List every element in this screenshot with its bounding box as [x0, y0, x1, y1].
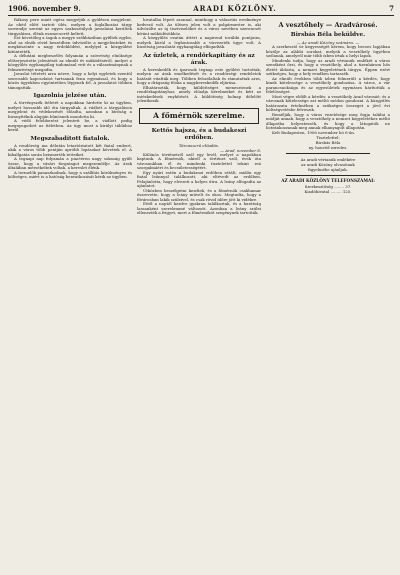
- paragraph: Az elmúlt években több ízben felmerült a kérdés, hogy kinek kötelessége a vesztőhely gondozása. A város, a vár parancsnoksága és az egyesületek egymásra hárították a felelősséget.: [266, 75, 390, 94]
- signature-greeting: Tisztelettel:: [316, 135, 340, 140]
- paragraph: Útközben beszélgetni kezdtek, és a főmérnök csakhamar észrevette, hogy a leány művelt és okos. Megtudta, hogy a fővárosban lakik szüleivel, és csak rövid időre jött ki vidékre.: [137, 187, 261, 202]
- paragraph: A kereskedők és iparosok tegnap este gyűlést tartottak, melyen az árak emelkedését és a rendőrségi rendeletek hatását vitatták meg. Többen felszólaltak és rámutattak arra, hogy a drágaság főoka a nagykereskedők eljárása.: [137, 66, 261, 85]
- feature-subheading: Kettős hajsza, és a budakeszi erdőben.: [151, 127, 247, 141]
- divider: [286, 175, 370, 176]
- header-title: ARADI KÖZLÖNY.: [193, 4, 277, 13]
- signature-title: ny. honvéd ezredes.: [308, 145, 348, 150]
- header-page-number: 7: [389, 4, 394, 13]
- article-subtitle: — Az aradi Közöny számára. —: [296, 40, 360, 45]
- telephone-line: Kiadóhivatal ......... 125.: [304, 188, 352, 194]
- column-1: [8, 18, 132, 574]
- paragraph: A termelők panaszkodnak, hogy a szállítás körülményes és költséges, miért is a hatóság beavatkozását kérik az ügyben.: [8, 169, 132, 179]
- article-heading: A vesztőhely — Aradvárosé.: [278, 21, 378, 29]
- paragraph: A szerkesztő úr kegyességét kérem, hogy becses lapjában közölje az alábbi sorokat, melyek a vesztőhely ügyében szólanak, amelyről már több ízben írtak a helyi lapok.: [266, 44, 390, 58]
- header-date: 1906. november 9.: [8, 4, 81, 13]
- paragraph: A délutáni megbeszélés folyamán a szövetség elnöksége előterjesztette jelentését az elmúlt év működéséről, melyet a közgyűlés egyhangúlag tudomásul vett és a választmánynak a felmentvényt megadta.: [8, 53, 132, 72]
- feature-subtitle: Tárcaszerű előadás.: [178, 142, 220, 148]
- paragraph: hivatalba lépett azonnal, minthogy a választás eredménye kedvező volt. Az ülésen jelen volt a polgármester is, aki üdvözölte az új tisztviselőket és a város nevében szerencsét kívánt működésükhöz.: [137, 18, 261, 36]
- paragraph: Most végre eldőlt a kérdés: a vesztőhely Arad városáé, és a városnak kötelessége azt méltó módon gondozni. A közgyűlés határozata értelmében a szükséges összeget a jövő évi költségvetésbe felveszik.: [266, 93, 390, 112]
- paragraph: Kelt Budapesten, 1906 november hó 6-án.: [272, 129, 355, 135]
- article-columns: [8, 18, 394, 574]
- article-subheading: Birsbás Béla beküldve.: [290, 32, 366, 38]
- article-heading: Az üzletek, a rendőrkapitány és az árak.: [143, 52, 255, 66]
- paragraph: Ezt követőleg a tagok a megye székházában gyűltek egybe, ahol az elnök rövid beszédben üdvözölte a megjelenteket és megköszönte a nagy érdeklődést, melylyel a közgyűlést kitüntették.: [8, 35, 132, 54]
- notice-line: az aradi Közöny olvasóinak: [301, 162, 355, 167]
- page-header: [8, 4, 394, 14]
- signature-name: Birsbás Béla: [315, 140, 341, 145]
- telephone-heading: AZ ARADI KÖZLÖNY TELEFONSZÁMAI:: [281, 178, 375, 183]
- column-3: [266, 18, 390, 574]
- feature-dateline: — Arad, november 8.: [220, 147, 261, 153]
- article-heading: Igazolnia jelzése után.: [33, 93, 107, 99]
- paragraph: Reméljük, hogy a város vezetősége meg fogja találni a módját annak, hogy a vesztőhely a nemzet kegyeletéhez méltó állapotba helyeztessék, és hogy a látogatók ne botránkozzanak meg annak elhanyagolt állapotán.: [266, 111, 390, 130]
- notice-line: figyelmébe ajánljuk.: [308, 167, 348, 172]
- feature-title: A főmérnök szerelme.: [153, 110, 245, 120]
- notice-line: Az aradi vértanúk emlékére: [300, 157, 356, 162]
- paragraph: Mindenki tudja, hogy az aradi vértanúk emlékét a város szentként őrzi, és hogy a vesztőhely, ahol a tizenhárom hős életét áldozta, a nemzet kegyeletének tárgya. Éppen ezért szükséges, hogy a hely rendben tartassék.: [266, 57, 390, 76]
- paragraph: A közgyűlés ezután áttért a napirend további pontjaira, melyek közül a legfontosabb a vízvezeték ügye volt. A bizottság javaslatát egyhangúlag elfogadták.: [137, 35, 261, 49]
- article-heading: Megszabadított fiatalok.: [30, 135, 110, 142]
- feature-title-box: [139, 108, 259, 124]
- divider: [286, 153, 370, 154]
- paragraph: Javaslat tétetett arra nézve, hogy a helyi egyletek ezentúl szorosabb kapcsolatot tartsanak fenn egymással, és hogy a közös ügyekben egyöntetűen lépjenek fel. A javaslatot többen támogatták.: [8, 71, 132, 90]
- paragraph: Különös történetről szól egy levél, melyet a napokban kaptunk. A főmérnök, akiről a történet szól, évek óta városunkban él és mindenki tisztelettel tekint reá szorgalmáért és becsületességéért.: [137, 151, 261, 170]
- telephone-line: Szerkesztőség ........ 37.: [304, 183, 352, 189]
- header-rule: [8, 15, 394, 16]
- paragraph: A tegnapi nap folyamán a piactéren nagy sokaság gyűlt össze, hogy a vásári forgatagot megszemlélje. Az árak általában mérsékeltek voltak, a kereslet élénk.: [8, 156, 132, 170]
- paragraph: Elhatározták, hogy küldöttséget menesztenek a rendőrkapitányhoz, amely előadja kérelmeiket és kéri az intézkedések enyhítését. A küldöttség holnap délelőtt jelentkezik.: [137, 84, 261, 103]
- paragraph: A törvényszék ítéletét a napokban hirdette ki az ügyben, melyet hosszabb idő óta tárgyaltak. A vádlott a tárgyaláson megjelent és védekezését előadta, azonban a bíróság a bizonyítékok alapján bűnösnek mondotta ki.: [8, 100, 132, 119]
- column-2: [137, 18, 261, 574]
- paragraph: A rendőrség ma délután letartóztatott két fiatal embert, akik a város több pontján apróbb lopásokat követtek el. A kihallgatás során beismerték tetteiket.: [8, 142, 132, 157]
- paragraph: A védő felebbezést jelentett be, a vádlott pedig megnyugodott az ítéletben. Az ügy most a királyi táblához kerül.: [8, 118, 132, 132]
- paragraph: Rákosy pere miatt egész megyéjük a gyűlésen megjelent. Az ebéd előtt tartott ülés, melyen a foglalkozási tárgy sorrendje szerint az egyes szakosztályok javaslatai kerültek tárgyalásra, élénk eszmecserét keltett.: [8, 18, 132, 36]
- paragraph: Egy nyári estén a budakeszi erdőben sétált, midőn egy fiatal leánnyal találkozott, aki eltévedt az erdőben. Felajánlotta, hogy elvezeti a helyes útra. A leány elfogadta az ajánlatot.: [137, 169, 261, 188]
- paragraph: Ettől a naptól kezdve gyakran találkoztak, és a barátság lassanként szerelemmé változott. Azonban a leány szülei ellenezték a frigyet, mert a főmérnököt szegénynek tartották.: [137, 201, 261, 215]
